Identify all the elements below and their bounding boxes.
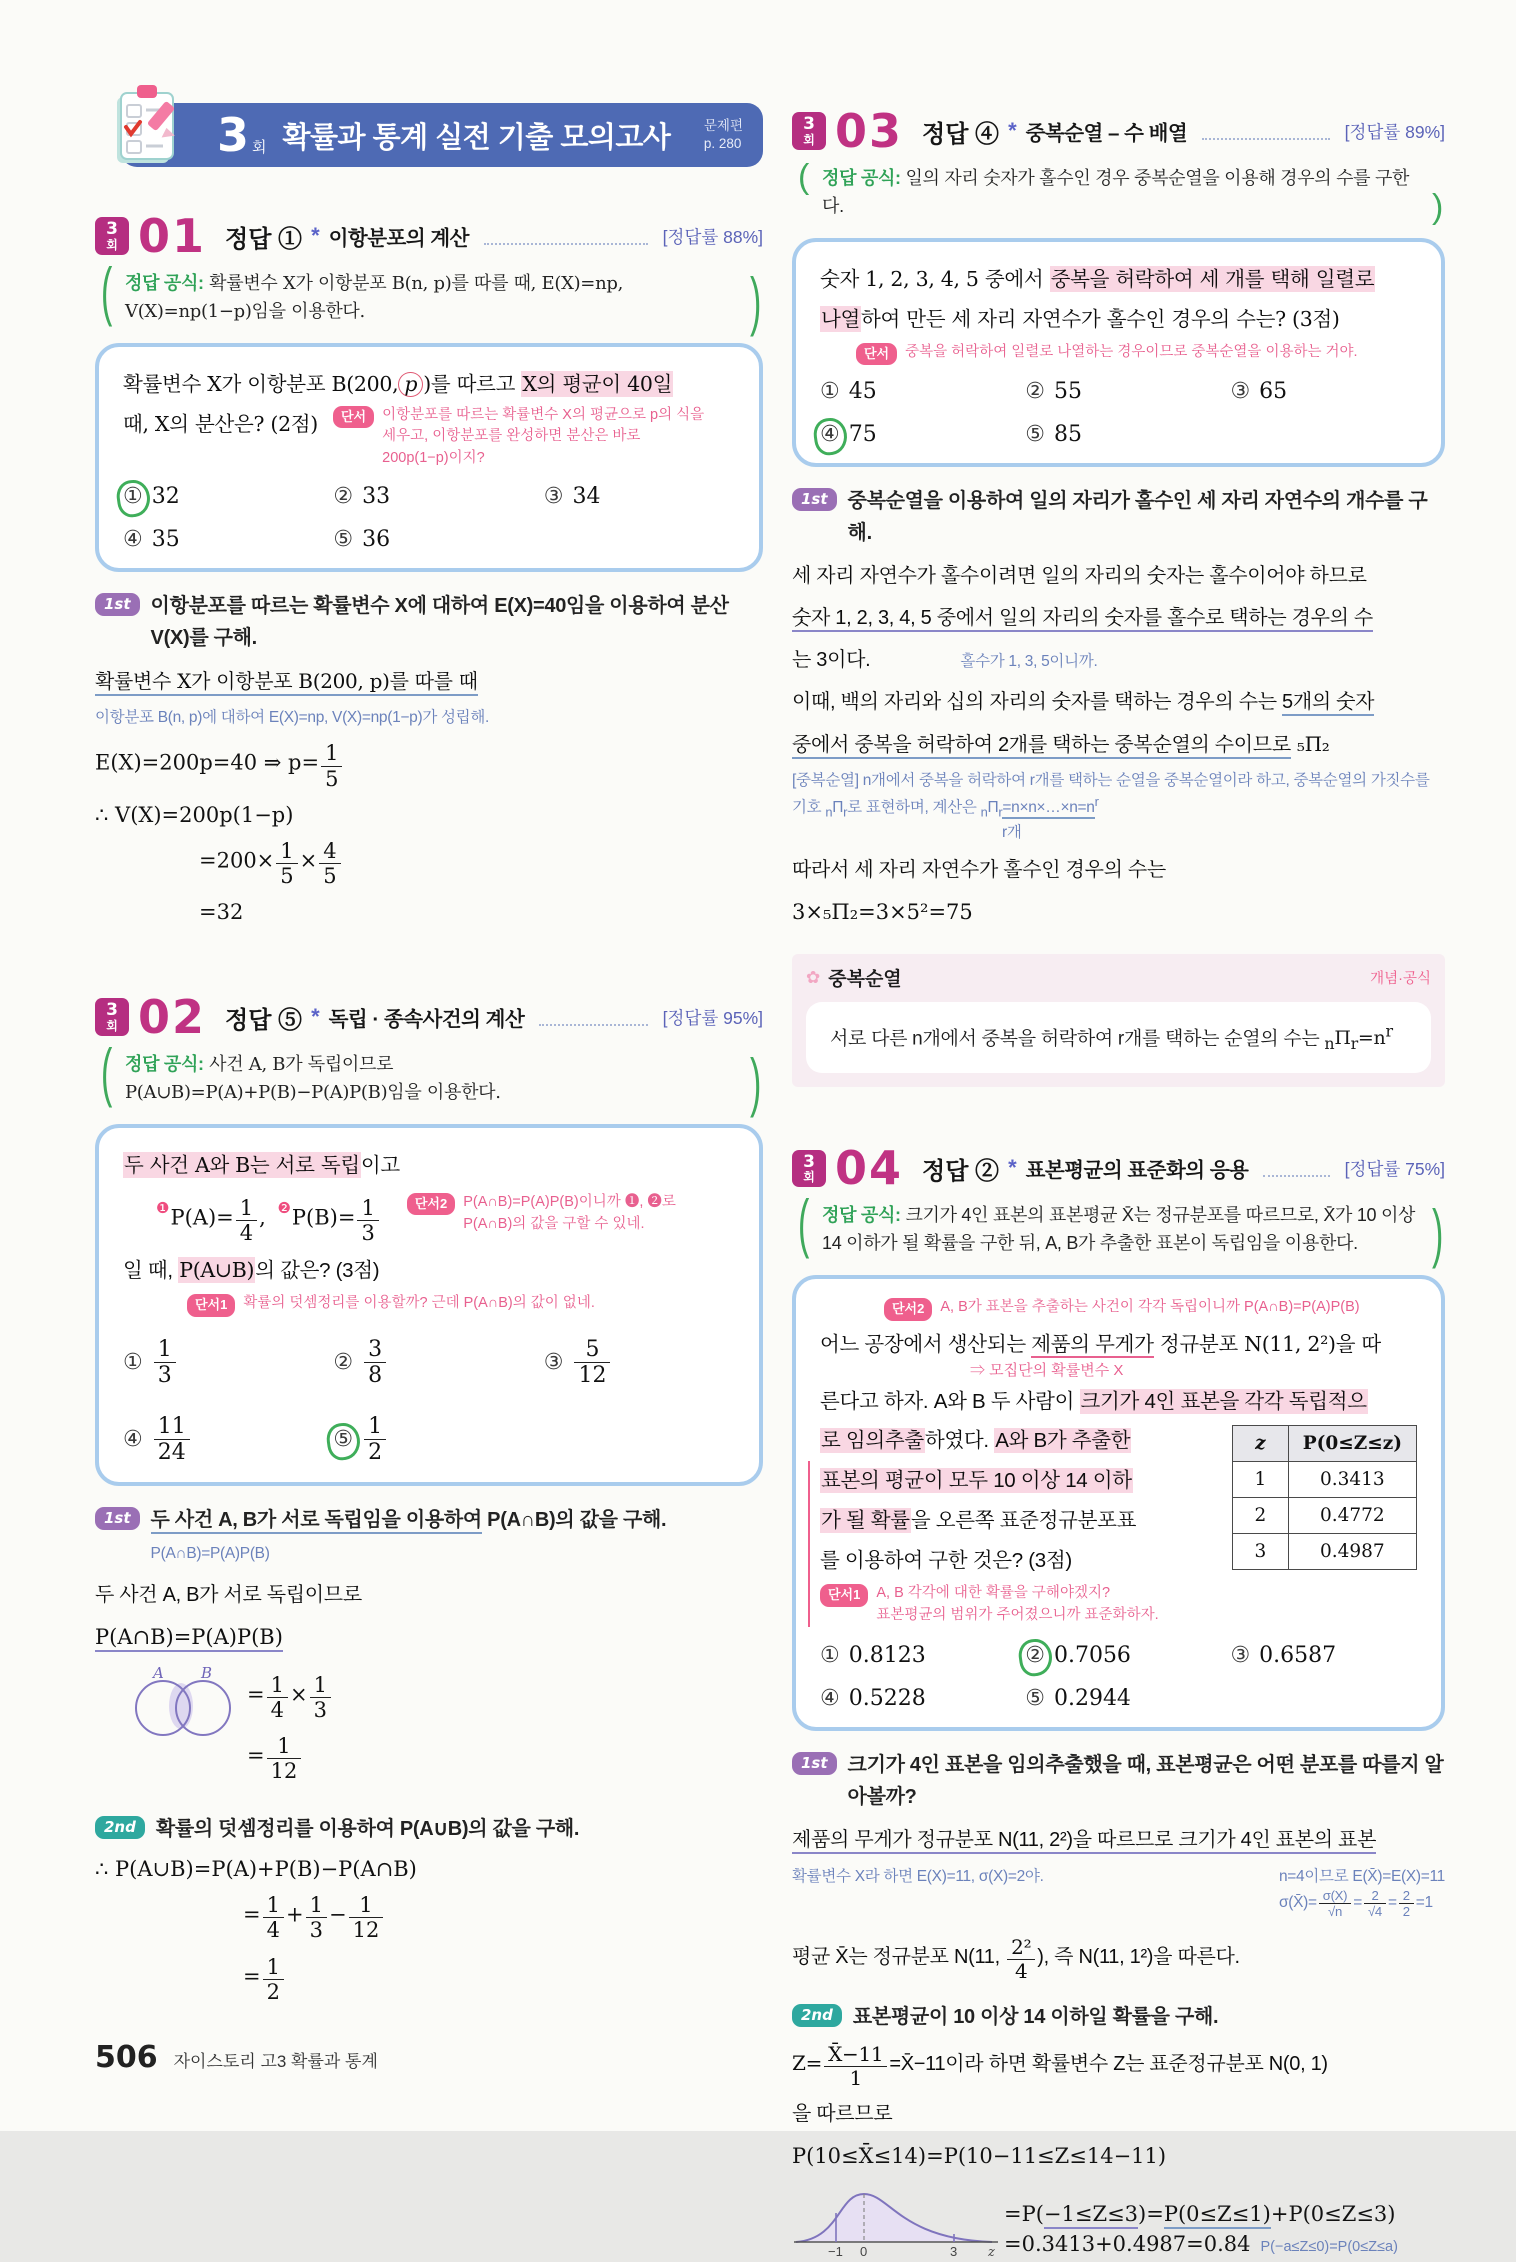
svg-text:z: z <box>988 2244 995 2260</box>
solution-note: [중복순열] n개에서 중복을 허락하여 r개를 택하는 순열을 중복순열이라 하고, 중복순열의 가짓수를 기호 $_n\Pi_r$로 표현하며, 계산은 $_n\Pi_r=n\times n\times\dots\times n=n^r$ r개 <box>792 772 1430 841</box>
clue-badge: 단서1 <box>187 1294 235 1317</box>
concept-tag: 개념·공식 <box>1370 971 1431 988</box>
green-paren-left-icon: ( <box>798 158 810 196</box>
table-row: 3 0.4987 <box>1233 1534 1417 1570</box>
answer-rate: [정답률 95%] <box>662 1007 763 1028</box>
concept-title: 중복순열 <box>828 969 902 991</box>
answer-options <box>820 1643 1417 1711</box>
problem-number: 03 <box>835 104 904 158</box>
green-paren-right-icon: ) <box>749 1046 761 1119</box>
solution-step-1: 1st 두 사건 A, B가 서로 독립임을 이용하여 P(A∩B)의 값을 구해. P(A∩B)=P(A)P(B) <box>95 1504 763 1568</box>
table-row: 1 0.3413 <box>1233 1462 1417 1498</box>
page-number: 506 <box>95 2040 158 2075</box>
svg-text:3: 3 <box>950 2243 958 2259</box>
concept-body: 서로 다른 n개에서 중복을 허락하여 r개를 택하는 순열의 수는 $_n\Pi_r=n^r$ <box>806 1002 1431 1073</box>
option-2: ② 55 <box>1025 379 1082 405</box>
question-box-01 <box>95 343 763 572</box>
green-paren-left-icon: ( <box>798 1188 810 1261</box>
round-banner <box>121 103 763 167</box>
clue-badge: 단서2 <box>407 1193 455 1216</box>
dotted-leader <box>1263 1160 1329 1177</box>
green-paren-left-icon: ( <box>101 1036 113 1110</box>
book-title: 자이스토리 고3 확률과 통계 <box>173 2052 378 2071</box>
table-header-z: z <box>1233 1426 1289 1462</box>
question-box-02: 두 사건 A와 B는 서로 독립이고 $^❶$P(A)= $\frac{1}{4}$ , $^❷$P(B)= $\frac{1}{3}$ 단서2 P(A∩B)=P(A)P(B)이니까 ❶, ❷로 P(A∩B)의 값을 구할 수 있네. 일 때, P(A∪B)의 값은? (3점) 단서1 확률의 덧셈정리를 이용할까? 근데 P(A∩B)의 값이 없네. ① $\frac{1}{3}$ ② $\frac{3}{8}$ ③ $\frac{5}{12}$ ④ $\frac{11}{24}$ ⑤ $\frac{1}{2}$ <box>95 1124 763 1486</box>
problem-number: 04 <box>835 1141 904 1196</box>
solution-step-1: 1st 중복순열을 이용하여 일의 자리가 홀수인 세 자리 자연수의 개수를 구해. <box>792 485 1445 549</box>
option-5: ⑤ 85 <box>1025 422 1082 448</box>
topic-star: * <box>311 223 320 248</box>
standard-normal-table <box>1232 1425 1417 1570</box>
option-5: ⑤ 36 <box>333 526 391 552</box>
topic-star: * <box>1008 118 1017 143</box>
answer-options <box>123 1337 735 1466</box>
answer-options <box>123 484 735 552</box>
option-1: ① 45 <box>820 379 877 405</box>
problem-04-header <box>792 1141 1445 1196</box>
banner-title: 확률과 통계 실전 기출 모의고사 <box>282 121 671 154</box>
solution-note-left: 확률변수 X라 하면 E(X)=11, σ(X)=2야. <box>792 1867 1044 1885</box>
answer-label: 정답 ① <box>225 225 303 253</box>
solution-step-2: 2nd 표본평균이 10 이상 14 이하일 확률을 구해. <box>792 2001 1445 2033</box>
option-5: ⑤ 0.2944 <box>1025 1685 1131 1711</box>
problem-01-header <box>95 209 763 263</box>
dotted-leader <box>539 1009 647 1026</box>
correct-answer-circle: ② <box>1025 1642 1045 1668</box>
topic-label: 이항분포의 계산 <box>328 227 469 250</box>
option-4: ④ 75 <box>820 422 877 448</box>
answer-label: 정답 ② <box>922 1157 1000 1185</box>
solution-step-1: 1st 이항분포를 따르는 확률변수 X에 대하여 E(X)=40임을 이용하여 분산 V(X)를 구해. <box>95 590 763 654</box>
green-paren-right-icon: ) <box>749 265 761 338</box>
svg-text:−1: −1 <box>828 2243 843 2259</box>
answer-formula-box: ( 정답 공식: 확률변수 X가 이항분포 B(n, p)를 따를 때, E(X)=np, V(X)=np(1−p)임을 이용한다. ) <box>101 255 761 338</box>
topic-label: 독립 · 종속사건의 계산 <box>328 1008 525 1031</box>
problem-03: 3 회 03 정답 ④ * 중복순열 – 수 배열 [정답률 89%] ( 정답 공식: 일의 자리 숫자가 홀수인 경우 중복순열을 이용해 경우의 수를 구한다. ) 숫자 1, 2, 3, 4, 5 중에서 중복을 허락하여 세 개를 택해 일렬로 나열하여 만든 세 자리 자연수가 홀수인 경우의 수는? (3점) 단서 중복을 허락하여 일렬로 나열하는 경우이므로 중복순열을 이용하는 거야. ① 45 ② 55 ③ 65 ④ 75 ⑤ 85 1st 중복순열을 이용하여 일의 자리가 홀수인 세 자리 자연수의 개수를 구해. 세 자리 자연수가 홀수이려면 일의 자리의 숫자는 홀수이어야 하므로 숫자 1, 2, 3, 4, 5 중에서 일의 자리의 숫자를 홀수로 택하는 경우의 수 는 3이다. 홀수가 1, 3, 5이니까. 이때, 백의 자리와 십의 자리의 숫자를 택하는 경우의 수는 5개의 숫자 중에서 중복을 허락하여 2개를 택하는 중복순열의 수이므로 ₅Π₂ [중복순열] n개에서 중복을 허락하여 r개를 택하는 순열을 중복순열이라 하고, 중복순열의 가짓수를 기호 $_n\Pi_r$로 표현하며, 계산은 $_n\Pi_r=n\times n\times\dots\times n=n^r$ r개 따라서 세 자리 자연수가 홀수인 경우의 수는 3×₅Π₂=3×5²=75 ✿ 중복순열 개념·공식 서로 다른 n개에서 중복을 허락하여 r개를 택하는 순열의 수는 $_n\Pi_r=n^r$ <box>792 108 1445 1087</box>
red-arrow-note: ⇒ 모집단의 확률변수 X <box>970 1361 1124 1379</box>
clue-badge: 단서 <box>856 343 897 366</box>
problem-03-header <box>792 104 1445 158</box>
green-paren-right-icon: ) <box>1431 187 1443 226</box>
problem-02-header <box>95 990 763 1044</box>
red-numbered-dot-1: ❶ <box>156 1199 170 1218</box>
flower-icon: ✿ <box>806 967 821 987</box>
venn-diagram: A B <box>129 1667 241 1739</box>
clue-note: 단서 중복을 허락하여 일렬로 나열하는 경우이므로 중복순열을 이용하는 거야. <box>856 342 1417 366</box>
green-paren-left-icon: ( <box>101 255 113 329</box>
circled-p: p <box>398 372 423 398</box>
clue-note-1: 단서1 A, B 각각에 대한 확률을 구해야겠지? 표본평균의 범위가 주어졌으니까 표준화하자. <box>820 1583 1417 1627</box>
option-3: ③ $\frac{5}{12}$ <box>544 1337 735 1389</box>
answer-rate: [정답률 75%] <box>1344 1158 1445 1179</box>
solution-note-right: n=4이므로 E(X̄)=E(X)=11 σ(X̄)= $\frac{\sigma(X)}{√n}$ = $\frac{2}{√4}$ = $\frac{2}{2}$ =1 <box>1278 1867 1445 1920</box>
question-box-03: 숫자 1, 2, 3, 4, 5 중에서 중복을 허락하여 세 개를 택해 일렬로 나열하여 만든 세 자리 자연수가 홀수인 경우의 수는? (3점) 단서 중복을 허락하여 일렬로 나열하는 경우이므로 중복순열을 이용하는 거야. ① 45 ② 55 ③ 65 ④ 75 ⑤ 85 <box>792 238 1445 467</box>
concept-box <box>792 954 1445 1087</box>
option-1: ① $\frac{1}{3}$ <box>123 1337 333 1389</box>
topic-label: 중복순열 – 수 배열 <box>1025 122 1188 145</box>
correct-answer-circle: ① <box>123 483 143 509</box>
option-1: ① 32 <box>123 483 180 509</box>
workbook-ref: 문제편 p. 280 <box>703 118 743 151</box>
option-4: ④ 35 <box>123 526 180 552</box>
step-1-badge: 1st <box>95 1507 140 1530</box>
step-1-badge: 1st <box>792 1752 837 1775</box>
topic-star: * <box>311 1004 320 1029</box>
round-badge: 3 회 <box>792 112 826 149</box>
answer-formula-box: ( 정답 공식: 크기가 4인 표본의 표본평균 X̄는 정규분포를 따르므로, X̄가 10 이상 14 이하가 될 확률을 구한 뒤, A, B가 추출한 표본이 독립임을 이용한다. ) <box>798 1188 1443 1271</box>
round-number: 3 <box>217 108 250 162</box>
problem-01: 3 회 01 정답 ① * 이항분포의 계산 [정답률 88%] ( 정답 공식: 확률변수 X가 이항분포 B(n, p)를 따를 때, E(X)=np, V(X)=np(1−p)임을 이용한다. ) 확률변수 X가 이항분포 B(200, p )를 따르고 X의 평균이 40일 때, X의 분산은? (2점) 단서 이항분포를 따르는 확률변수 X의 평균으로 p의 식을 세우고, 이항분포를 완성하면 분산은 바로 200p(1−p)이지? ① 32 ② 33 ③ 34 ④ 35 ⑤ 36 1st 이항분포를 따르는 확률변수 X에 대하여 E(X)=40임을 이용하여 분산 V(X)를 구해. 확률변수 X가 이항분포 B(200, p)를 따를 때 이항분포 B(n, p)에 대하여 E(X)=np, V(X)=np(1−p)가 성립해. E(X)=200p=40 ⇒ p= $\frac{1}{5}$ ∴ V(X)=200p(1−p) =200× $\frac{1}{5}$ × $\frac{4}{5}$ =32 <box>95 209 763 924</box>
problem-02: 3 회 02 정답 ⑤ * 독립 · 종속사건의 계산 [정답률 95%] ( 정답 공식: 사건 A, B가 독립이므로 P(A∪B)=P(A)+P(B)−P(A)P(B)임을 이용한다. ) 두 사건 A와 B는 서로 독립이고 $^❶$P(A)= $\frac{1}{4}$ , $^❷$P(B)= $\frac{1}{3}$ 단서2 P(A∩B)=P(A)P(B)이니까 ❶, ❷로 P(A∩B)의 값을 구할 수 있네. 일 때, P(A∪B)의 값은? (3점) 단서1 확률의 덧셈정리를 이용할까? 근데 P(A∩B)의 값이 없네. ① $\frac{1}{3}$ ② $\frac{3}{8}$ ③ $\frac{5}{12}$ ④ $\frac{11}{24}$ ⑤ $\frac{1}{2}$ 1st 두 사건 A, B가 서로 독립임을 이용하여 P(A∩B)의 값을 구해. P(A∩B)=P(A)P(B) 두 사건 A, B가 서로 독립이므로 P(A∩B)=P(A)P(B) A B = $\frac{1}{4}$ × $\frac{1}{3}$ = $\frac{1}{12}$ 2nd 확률의 덧셈정리를 이용하여 P(A∪B)의 값을 구해. ∴ P(A∪B)=P(A)+P(B)−P(A∩B) = $\frac{1}{4}$ + $\frac{1}{3}$ − $\frac{1}{12}$ = $\frac{1}{2}$ <box>95 990 763 2004</box>
clue-note-2: 단서2 A, B가 표본을 추출하는 사건이 각각 독립이니까 P(A∩B)=P(A)P(B) <box>884 1297 1417 1321</box>
step-2-badge: 2nd <box>792 2004 842 2027</box>
clipboard-icon <box>103 83 189 180</box>
clue-note-1: 단서1 확률의 덧셈정리를 이용할까? 근데 P(A∩B)의 값이 없네. <box>187 1293 735 1317</box>
clue-badge: 단서2 <box>884 1298 932 1321</box>
clue-badge: 단서1 <box>820 1584 868 1607</box>
option-2: ② $\frac{3}{8}$ <box>333 1337 543 1389</box>
problem-04: 3 회 04 정답 ② * 표본평균의 표준화의 응용 [정답률 75%] ( 정답 공식: 크기가 4인 표본의 표본평균 X̄는 정규분포를 따르므로, X̄가 10 이상 14 이하가 될 확률을 구한 뒤, A, B가 추출한 표본이 독립임을 이용한다. ) 단서2 A, B가 표본을 추출하는 사건이 각각 독립이니까 P(A∩B)=P(A)P(B) 어느 공장에서 생산되는 제품의 무게가 정규분포 N(11, 2²)을 따 ⇒ 모집단의 확률변수 X 른다고 하자. A와 B 두 사람이 크기가 4인 표본을 각각 독립적으 z P(0≤Z≤z) 1 0.3413 2 0.4772 3 0.4987 로 임의추출하였다. A와 B가 추출한 표본의 평균이 모두 10 이상 14 이하 가 될 확률을 오른쪽 표준정규분포표 를 이용하여 구한 것은? (3점) 단서1 A, B 각각에 대한 확률을 구해야겠지? 표본평균의 범위가 주어졌으니까 표준화하자. ① 0.8123 ② 0.7056 ③ 0.6587 ④ 0.5228 ⑤ 0.2944 1st 크기가 4인 표본을 임의추출했을 때, 표본평균은 어떤 분포를 따를지 알아볼까? 제품의 무게가 정규분포 N(11, 2²)을 따르므로 크기가 4인 표본의 표본 확률변수 X라 하면 E(X)=11, σ(X)=2야. n=4이므로 E(X̄)=E(X)=11 σ(X̄)= $\frac{\sigma(X)}{√n}$ = $\frac{2}{√4}$ = $\frac{2}{2}$ =1 평균 X̄는 정규분포 N(11, $\frac{\text{2²}}{4}$ ), 즉 N(11, 1²)을 따른다. 2nd 표본평균이 10 이상 14 이하일 확률을 구해. Z= $\frac{X̄-11}{1}$ =X̄−11이라 하면 확률변수 Z는 표준정규분포 N(0, 1) 을 따르므로 P(10≤X̄≤14)=P(10−11≤Z≤14−11) −1 0 3 z =P(−1≤Z≤3)=P(0≤Z≤1)+P(0≤Z≤3) =0.3413+0.4987=0.84 P(−a≤Z≤0)=P(0≤Z≤a) <box>792 1141 1445 2260</box>
clue-note-2: 단서2 P(A∩B)=P(A)P(B)이니까 ❶, ❷로 P(A∩B)의 값을 구할 수 있네. <box>407 1192 676 1236</box>
problem-number: 01 <box>138 209 207 263</box>
round-badge: 3 회 <box>95 998 129 1035</box>
clue-badge: 단서 <box>333 406 374 429</box>
solution-note: 이항분포 B(n, p)에 대하여 E(X)=np, V(X)=np(1−p)가 성립해. <box>95 708 490 726</box>
option-4: ④ 0.5228 <box>820 1685 926 1711</box>
step-1-badge: 1st <box>95 593 140 616</box>
symmetry-note: P(−a≤Z≤0)=P(0≤Z≤a) <box>1260 2238 1398 2255</box>
correct-answer-circle: ④ <box>820 422 840 448</box>
problem-number: 02 <box>138 990 207 1044</box>
round-badge: 3 회 <box>792 1150 826 1187</box>
normal-curve-diagram <box>792 2180 1000 2262</box>
answer-rate: [정답률 88%] <box>662 226 763 247</box>
step-1-badge: 1st <box>792 488 837 511</box>
svg-text:0: 0 <box>860 2243 868 2259</box>
option-4: ④ $\frac{11}{24}$ <box>123 1414 333 1466</box>
round-suffix: 회 <box>252 139 267 156</box>
page-footer <box>95 2040 378 2075</box>
step-2-badge: 2nd <box>95 1816 145 1839</box>
topic-label: 표본평균의 표준화의 응용 <box>1025 1159 1249 1183</box>
solution-step-1: 1st 크기가 4인 표본을 임의추출했을 때, 표본평균은 어떤 분포를 따를지 알아볼까? <box>792 1749 1445 1813</box>
option-2: ② 0.7056 <box>1025 1642 1131 1668</box>
option-3: ③ 0.6587 <box>1230 1642 1337 1668</box>
question-box-04: 단서2 A, B가 표본을 추출하는 사건이 각각 독립이니까 P(A∩B)=P(A)P(B) 어느 공장에서 생산되는 제품의 무게가 정규분포 N(11, 2²)을 따 ⇒ 모집단의 확률변수 X 른다고 하자. A와 B 두 사람이 크기가 4인 표본을 각각 독립적으 z P(0≤Z≤z) 1 0.3413 2 0.4772 3 0.4987 로 임의추출하였다. A와 B가 추출한 표본의 평균이 모두 10 이상 14 이하 가 될 확률을 오른쪽 표준정규분포표 를 이용하여 구한 것은? (3점) 단서1 A, B 각각에 대한 확률을 구해야겠지? 표본평균의 범위가 주어졌으니까 표준화하자. ① 0.8123 ② 0.7056 ③ 0.6587 ④ 0.5228 ⑤ 0.2944 <box>792 1275 1445 1731</box>
answer-formula-box: ( 정답 공식: 사건 A, B가 독립이므로 P(A∪B)=P(A)+P(B)−P(A)P(B)임을 이용한다. ) <box>101 1036 761 1119</box>
dotted-leader <box>1202 123 1329 140</box>
question-text: 확률변수 X가 이항분포 B(200, p )를 따르고 X의 평균이 40일 때, X의 분산은? (2점) <box>123 371 673 436</box>
dotted-leader <box>484 228 648 245</box>
answer-rate: [정답률 89%] <box>1344 121 1445 142</box>
solution-step-2: 2nd 확률의 덧셈정리를 이용하여 P(A∪B)의 값을 구해. <box>95 1813 763 1845</box>
option-3: ③ 34 <box>543 483 601 509</box>
answer-label: 정답 ⑤ <box>225 1006 303 1034</box>
green-paren-right-icon: ) <box>1431 1197 1443 1271</box>
answer-formula-box: ( 정답 공식: 일의 자리 숫자가 홀수인 경우 중복순열을 이용해 경우의 수를 구한다. ) <box>798 158 1443 226</box>
option-5: ⑤ $\frac{1}{2}$ <box>333 1414 543 1466</box>
answer-label: 정답 ④ <box>922 120 1000 148</box>
answer-options <box>820 379 1417 447</box>
option-2: ② 33 <box>333 483 391 509</box>
table-header-p: P(0≤Z≤z) <box>1288 1426 1416 1462</box>
correct-answer-circle: ⑤ <box>333 1427 354 1453</box>
topic-star: * <box>1008 1155 1017 1181</box>
red-numbered-dot-2: ❷ <box>277 1199 291 1218</box>
option-1: ① 0.8123 <box>820 1642 926 1668</box>
option-3: ③ 65 <box>1230 379 1288 405</box>
fraction: $\frac{1}{5}$ <box>321 741 342 790</box>
clue-note: 단서 이항분포를 따르는 확률변수 X의 평균으로 p의 식을 세우고, 이항분포를 완성하면 분산은 바로 200p(1−p)이지? <box>333 405 735 470</box>
round-badge: 3 회 <box>95 217 129 254</box>
table-row: 2 0.4772 <box>1233 1498 1417 1534</box>
